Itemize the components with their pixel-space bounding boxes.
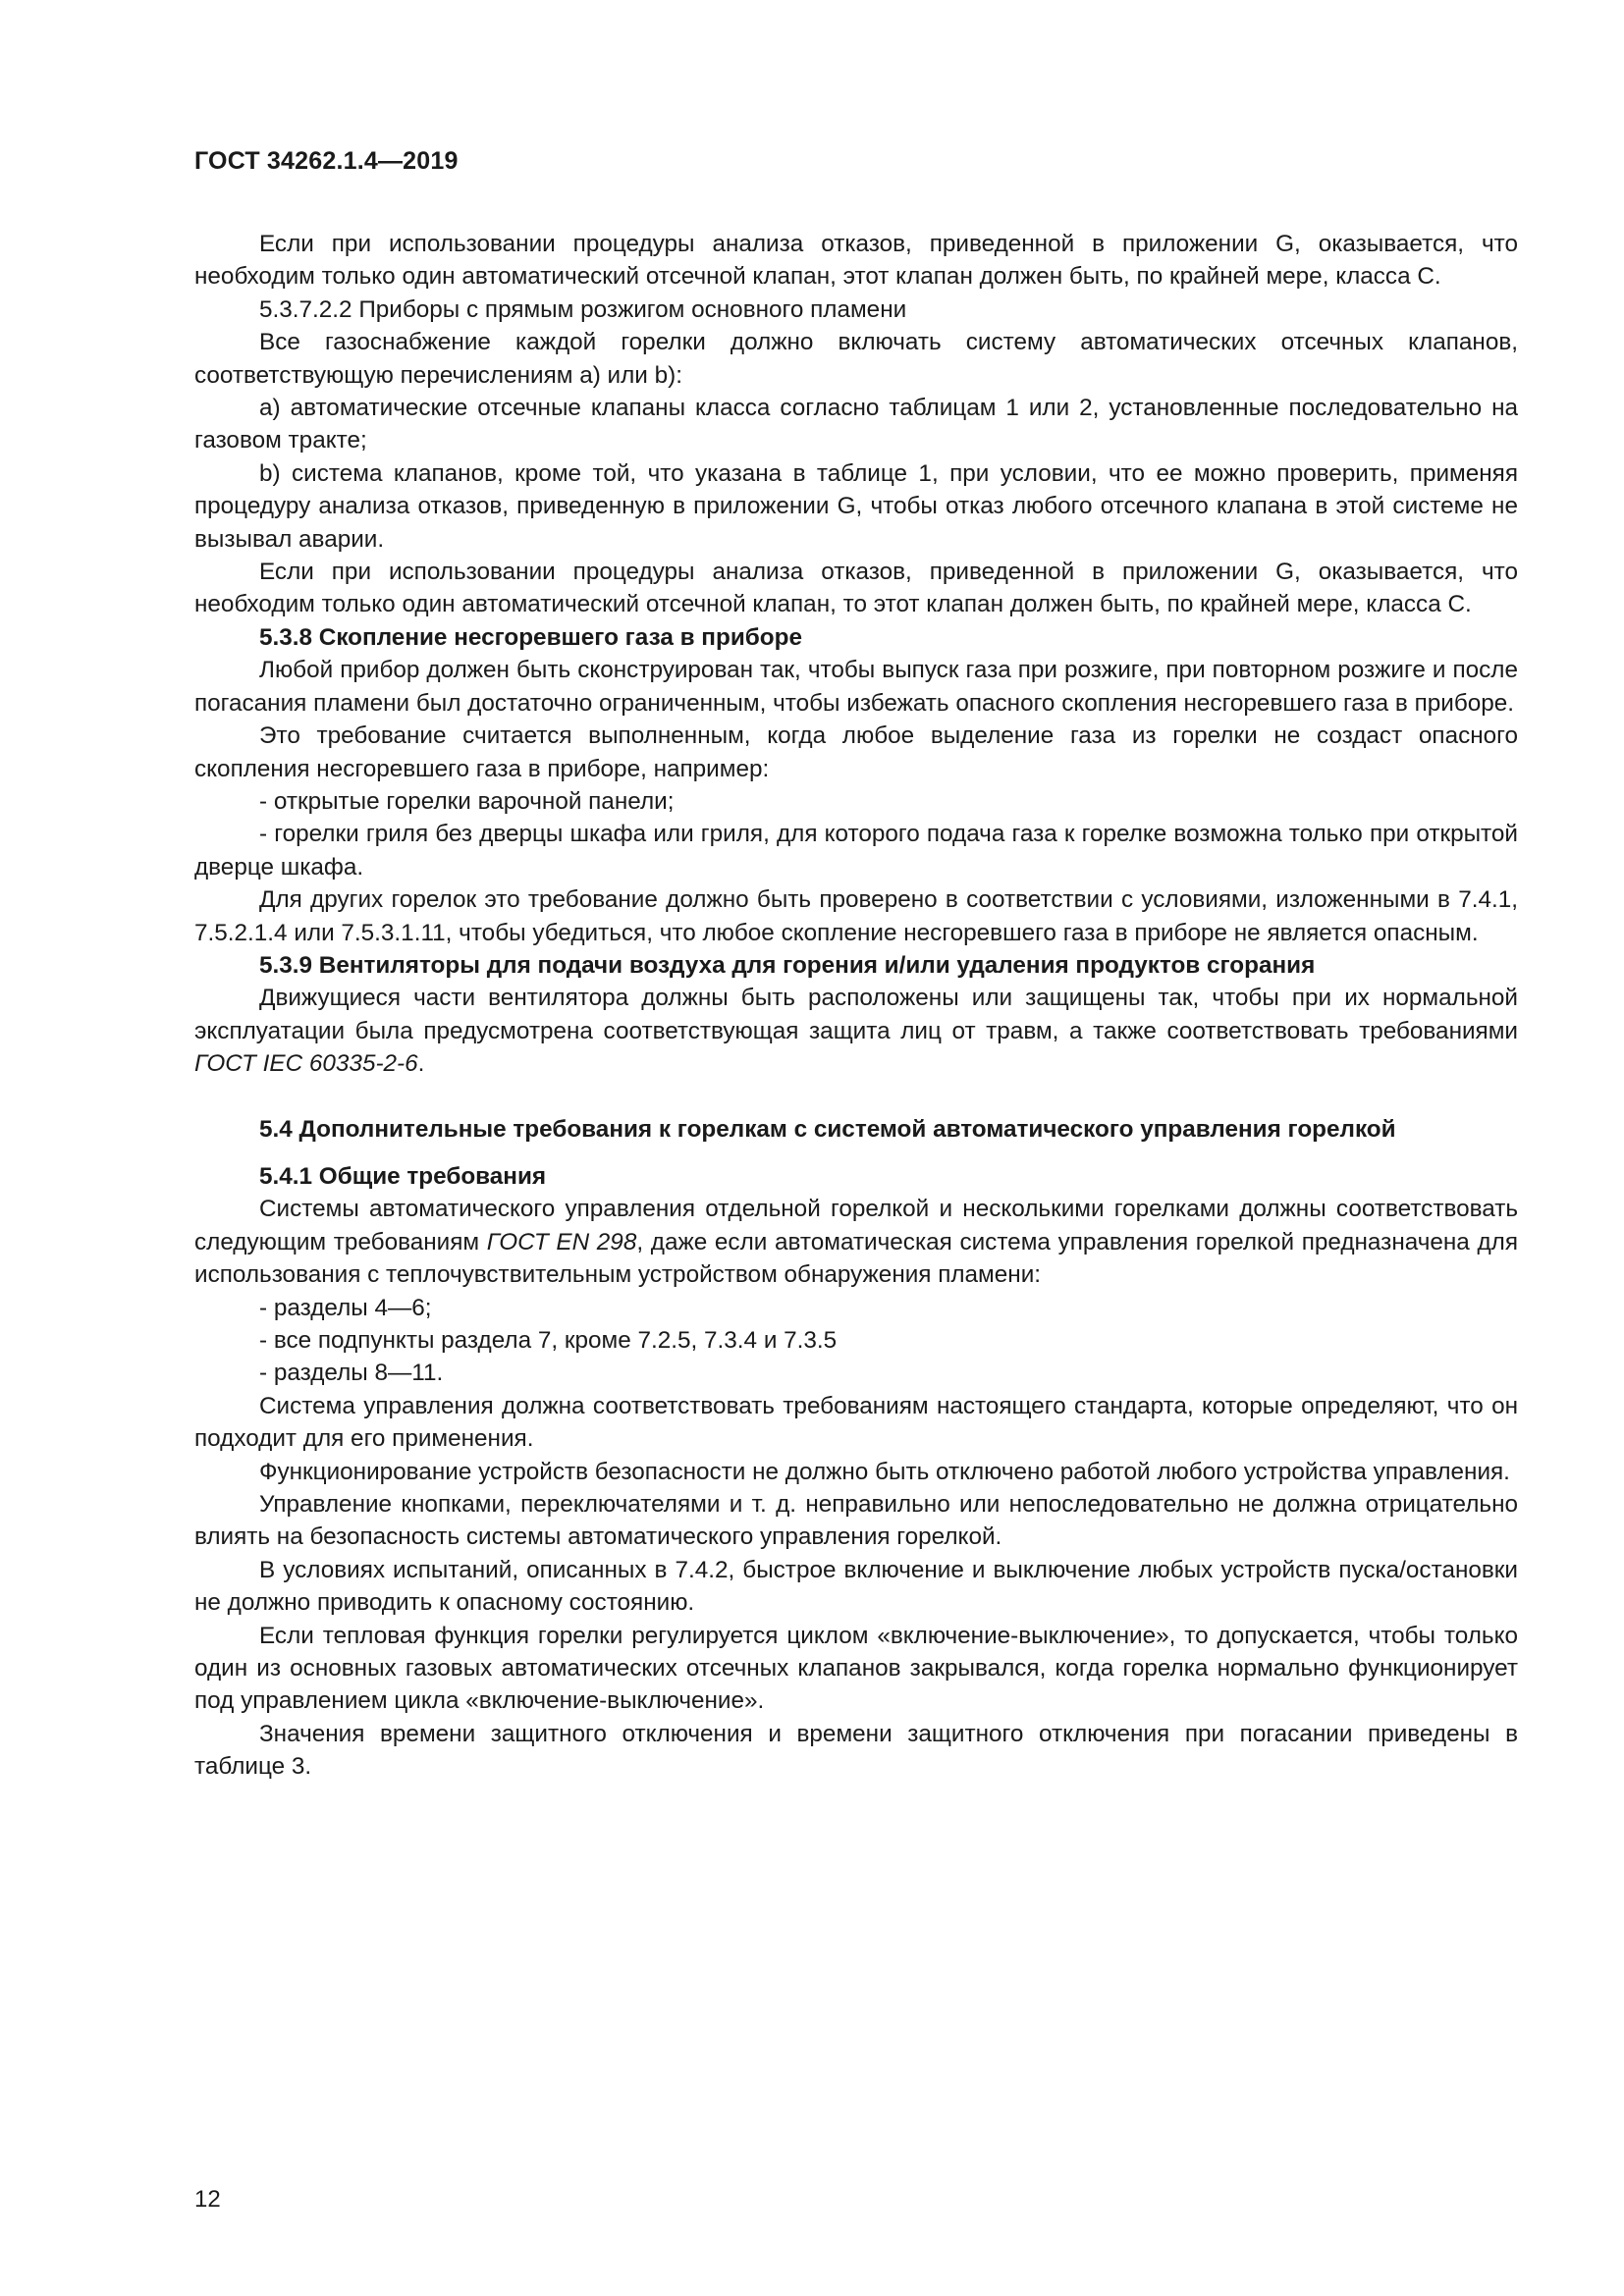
standard-reference: ГОСТ EN 298	[486, 1228, 637, 1255]
paragraph: Любой прибор должен быть сконструирован так, чтобы выпуск газа при розжиге, при повторном розжиге и после погасания пламени был достаточно ограниченным, чтобы избежать опасного скопления несгоревшего газа в приборе.	[194, 657, 1518, 717]
page-number: 12	[194, 2186, 221, 2213]
list-item: - разделы 4—6;	[259, 1294, 432, 1321]
paragraph: Если при использовании процедуры анализа отказов, приведенной в приложении G, оказывается, что необходим только один автоматический отсечной клапан, то этот клапан должен быть, по крайней мере, класса С.	[194, 559, 1518, 618]
paragraph: Это требование считается выполненным, когда любое выделение газа из горелки не создаст опасного скопления несгоревшего газа в приборе, например:	[194, 722, 1518, 782]
document-body	[194, 228, 1518, 1784]
paragraph	[194, 982, 1518, 1080]
list-item: - горелки гриля без дверцы шкафа или гриля, для которого подача газа к горелке возможна только при открытой дверце шкафа.	[194, 821, 1518, 881]
section-heading: 5.4 Дополнительные требования к горелкам с системой автоматического управления горелкой	[259, 1115, 1396, 1143]
clause-heading: 5.3.7.2.2 Приборы с прямым розжигом основного пламени	[259, 295, 907, 323]
paragraph: Система управления должна соответствовать требованиям настоящего стандарта, которые определяют, что он подходит для его применения.	[194, 1392, 1518, 1453]
paragraph: Значения времени защитного отключения и времени защитного отключения при погасании приведены в таблице 3.	[194, 1720, 1518, 1781]
paragraph: Все газоснабжение каждой горелки должно включать систему автоматических отсечных клапанов, соответствующую перечислениям а) или b):	[194, 329, 1518, 389]
list-item: b) система клапанов, кроме той, что указана в таблице 1, при условии, что ее можно проверить, применяя процедуру анализа отказов, приведенную в приложении G, чтобы отказ любого отсечного клапана в этой системе не вызывал аварии.	[194, 459, 1518, 553]
paragraph: Функционирование устройств безопасности не должно быть отключено работой любого устройства управления.	[259, 1458, 1510, 1485]
paragraph-text: Системы автоматического управления отдельной горелкой и несколькими горелками должны соответствовать следующим требованиям	[194, 1196, 1518, 1255]
paragraph	[194, 1193, 1518, 1291]
section-heading: 5.4.1 Общие требования	[259, 1162, 547, 1190]
paragraph: В условиях испытаний, описанных в 7.4.2, быстрое включение и выключение любых устройств пуска/остановки не должно приводить к опасному состоянию.	[194, 1556, 1518, 1617]
paragraph: Если при использовании процедуры анализа отказов, приведенной в приложении G, оказывается, что необходим только один автоматический отсечной клапан, этот клапан должен быть, по крайней мере, класса С.	[194, 231, 1518, 291]
section-heading: 5.3.9 Вентиляторы для подачи воздуха для горения и/или удаления продуктов сгорания	[259, 951, 1316, 979]
document-header: ГОСТ 34262.1.4—2019	[194, 147, 459, 175]
paragraph-text: .	[417, 1050, 425, 1078]
list-item: - разделы 8—11.	[259, 1360, 444, 1387]
list-item: - все подпункты раздела 7, кроме 7.2.5, 7.3.4 и 7.3.5	[259, 1327, 838, 1354]
paragraph-text: , даже если автоматическая система управления горелкой предназначена для использования с теплочувствительным устройством обнаружения пламени:	[194, 1228, 1519, 1289]
paragraph: Для других горелок это требование должно быть проверено в соответствии с условиями, изложенными в 7.4.1, 7.5.2.1.4 или 7.5.3.1.11, чтобы убедиться, что любое скопление несгоревшего газа в приборе не является опасным.	[194, 886, 1518, 946]
list-item: а) автоматические отсечные клапаны класса согласно таблицам 1 или 2, установленные последовательно на газовом тракте;	[194, 395, 1518, 454]
paragraph-text: Движущиеся части вентилятора должны быть расположены или защищены так, чтобы при их нормальной эксплуатации была предусмотрена соответствующая защита лиц от травм, а также соответствовать требованиями	[194, 985, 1518, 1044]
section-heading: 5.3.8 Скопление несгоревшего газа в приборе	[259, 623, 802, 651]
list-item: - открытые горелки варочной панели;	[259, 787, 675, 815]
paragraph: Управление кнопками, переключателями и т. д. неправильно или непоследовательно не должна отрицательно влиять на безопасность системы автоматического управления горелкой.	[194, 1491, 1518, 1551]
paragraph: Если тепловая функция горелки регулируется циклом «включение-выключение», то допускается, чтобы только один из основных газовых автоматических отсечных клапанов закрывался, когда горелка нормально функционирует под управлением цикла «включение-выключение».	[194, 1622, 1518, 1715]
standard-reference: ГОСТ IEC 60335-2-6	[194, 1050, 418, 1078]
